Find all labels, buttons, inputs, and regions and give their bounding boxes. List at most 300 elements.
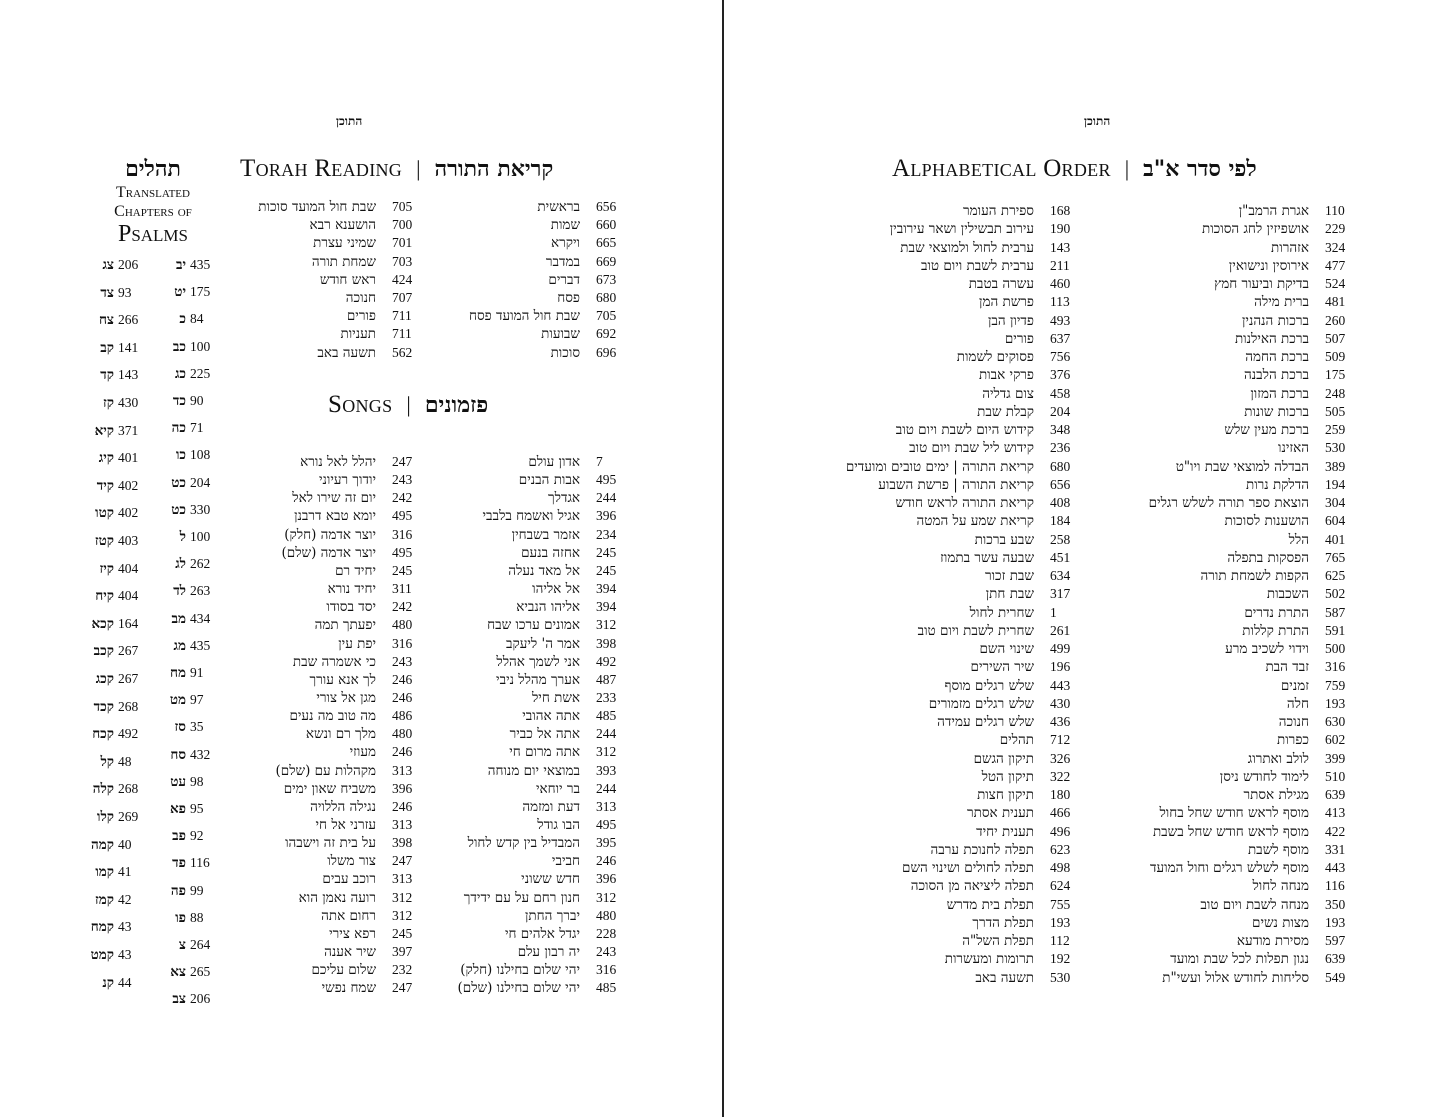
toc-entry[interactable] [1114, 640, 1359, 658]
toc-entry[interactable] [220, 580, 426, 598]
toc-entry[interactable] [220, 453, 426, 471]
toc-entry[interactable] [430, 216, 630, 234]
toc-entry[interactable] [784, 804, 1084, 822]
toc-entry[interactable] [1114, 275, 1359, 293]
psalm-entry[interactable] [152, 365, 218, 383]
toc-entry[interactable] [430, 507, 630, 525]
psalm-entry[interactable] [80, 974, 146, 992]
toc-entry-page: 396 [596, 871, 617, 887]
toc-entry-page: 259 [1325, 422, 1346, 437]
toc-entry[interactable] [1114, 312, 1359, 330]
psalm-entry[interactable] [152, 419, 218, 437]
toc-entry[interactable] [220, 253, 426, 271]
toc-entry[interactable] [1114, 385, 1359, 403]
psalm-entry[interactable] [80, 449, 146, 467]
toc-entry[interactable] [430, 234, 630, 252]
psalm-entry[interactable] [80, 394, 146, 412]
toc-entry[interactable] [220, 216, 426, 234]
toc-entry[interactable] [220, 725, 426, 743]
toc-entry-page: 1 [1050, 604, 1057, 620]
psalm-page: 404 [118, 560, 139, 576]
psalm-entry[interactable] [80, 725, 146, 743]
toc-entry[interactable] [1114, 293, 1359, 311]
psalm-entry[interactable] [152, 501, 218, 519]
psalm-entry[interactable] [152, 664, 218, 682]
toc-entry[interactable] [784, 421, 1084, 439]
toc-entry[interactable] [784, 366, 1084, 384]
psalm-entry[interactable] [152, 854, 218, 872]
toc-entry[interactable] [220, 616, 426, 634]
toc-entry[interactable] [430, 580, 630, 598]
toc-entry[interactable] [430, 907, 630, 925]
psalm-entry[interactable] [80, 698, 146, 716]
toc-entry[interactable] [430, 271, 630, 289]
toc-entry[interactable] [784, 567, 1084, 585]
toc-entry[interactable] [784, 220, 1084, 238]
toc-entry[interactable] [784, 257, 1084, 275]
psalm-chapter: כט [171, 474, 186, 491]
psalm-entry[interactable] [152, 256, 218, 274]
toc-entry[interactable] [784, 622, 1084, 640]
toc-entry-title: פרקי אבות [978, 367, 1034, 384]
torah-reading-separator: | [416, 156, 421, 181]
toc-entry-page: 258 [1050, 531, 1071, 547]
psalm-entry[interactable] [80, 836, 146, 854]
psalm-entry[interactable] [152, 909, 218, 927]
toc-entry[interactable] [220, 344, 426, 362]
psalm-entry[interactable] [152, 963, 218, 981]
toc-entry[interactable] [1114, 348, 1359, 366]
toc-entry-title: תהלים [999, 732, 1034, 749]
toc-entry-title: יסד בסודו [326, 599, 376, 616]
toc-entry-page: 485 [596, 980, 617, 996]
toc-entry[interactable] [220, 489, 426, 507]
toc-entry[interactable] [430, 616, 630, 634]
toc-entry[interactable] [784, 731, 1084, 749]
psalm-page: 266 [118, 312, 139, 328]
psalm-entry[interactable] [80, 477, 146, 495]
psalm-entry[interactable] [80, 311, 146, 329]
toc-entry[interactable] [784, 969, 1084, 987]
toc-entry[interactable] [430, 489, 630, 507]
toc-entry[interactable] [784, 768, 1084, 786]
toc-entry[interactable] [1114, 896, 1359, 914]
toc-entry[interactable] [220, 689, 426, 707]
toc-entry[interactable] [784, 640, 1084, 658]
toc-entry-page: 246 [392, 689, 413, 705]
toc-entry[interactable] [1114, 366, 1359, 384]
toc-entry-title: שלום עליכם [311, 962, 376, 979]
toc-entry[interactable] [1114, 768, 1359, 786]
toc-entry[interactable] [1114, 494, 1359, 512]
toc-entry[interactable] [1114, 604, 1359, 622]
psalm-entry[interactable] [152, 691, 218, 709]
toc-entry[interactable] [430, 289, 630, 307]
toc-entry-page: 656 [596, 199, 617, 214]
psalm-entry[interactable] [152, 827, 218, 845]
toc-entry[interactable] [1114, 750, 1359, 768]
toc-entry[interactable] [784, 750, 1084, 768]
toc-entry[interactable] [220, 653, 426, 671]
toc-entry[interactable] [1114, 330, 1359, 348]
toc-entry[interactable] [220, 507, 426, 525]
psalm-entry[interactable] [152, 528, 218, 546]
toc-entry[interactable] [220, 471, 426, 489]
psalm-entry[interactable] [152, 773, 218, 791]
toc-entry-title: הושענא רבא [309, 217, 376, 234]
running-head-left: התוכן [336, 114, 363, 128]
toc-entry[interactable] [220, 780, 426, 798]
toc-entry[interactable] [430, 635, 630, 653]
toc-entry[interactable] [220, 762, 426, 780]
toc-entry-title: יהי שלום בחילנו (שלם) [457, 980, 580, 997]
toc-entry-title: שבת חול המועד סוכות [258, 199, 376, 215]
toc-entry-page: 623 [1050, 841, 1071, 857]
toc-entry-page: 247 [392, 454, 413, 469]
toc-entry[interactable] [220, 198, 426, 216]
toc-entry-page: 705 [392, 199, 413, 214]
toc-entry[interactable] [430, 798, 630, 816]
psalm-entry[interactable] [80, 946, 146, 964]
toc-entry[interactable] [220, 635, 426, 653]
toc-entry[interactable] [430, 852, 630, 870]
toc-entry[interactable] [1114, 531, 1359, 549]
torah-reading-title-en: Torah Reading [240, 155, 403, 182]
toc-entry[interactable] [784, 786, 1084, 804]
psalm-entry[interactable] [152, 338, 218, 356]
toc-entry-title: תיקון חצות [977, 787, 1034, 803]
psalm-chapter: יט [174, 284, 186, 301]
toc-entry[interactable] [784, 531, 1084, 549]
toc-entry[interactable] [1114, 841, 1359, 859]
toc-entry-title: ברכת האילנות [1234, 330, 1309, 347]
toc-entry[interactable] [430, 870, 630, 888]
toc-entry[interactable] [220, 526, 426, 544]
toc-entry[interactable] [430, 780, 630, 798]
toc-entry[interactable] [1114, 713, 1359, 731]
toc-entry-title: המבדיל בין קדש לחול [467, 835, 580, 852]
toc-entry-title: יחיד רם [335, 562, 376, 579]
toc-entry-title: הדלקת נרות [1245, 476, 1309, 493]
toc-entry[interactable] [430, 653, 630, 671]
toc-entry[interactable] [220, 834, 426, 852]
toc-entry[interactable] [430, 961, 630, 979]
toc-entry-page: 496 [1050, 823, 1071, 839]
psalm-chapter: פד [172, 855, 186, 872]
psalm-page: 84 [190, 311, 204, 327]
toc-entry[interactable] [1114, 932, 1359, 950]
toc-entry[interactable] [1114, 567, 1359, 585]
toc-entry[interactable] [220, 234, 426, 252]
psalm-page: 143 [118, 367, 139, 383]
toc-entry[interactable] [220, 798, 426, 816]
toc-entry[interactable] [1114, 202, 1359, 220]
toc-entry[interactable] [1114, 804, 1359, 822]
toc-entry[interactable] [784, 713, 1084, 731]
toc-entry[interactable] [784, 658, 1084, 676]
toc-entry[interactable] [1114, 877, 1359, 895]
toc-entry-title: במדבר [545, 253, 580, 270]
toc-entry-page: 399 [1325, 750, 1346, 766]
toc-entry[interactable] [784, 239, 1084, 257]
toc-entry-title: סוכות [550, 344, 580, 361]
toc-entry[interactable] [1114, 622, 1359, 640]
toc-entry-title: ברכת החמה [1245, 349, 1309, 365]
toc-entry[interactable] [784, 385, 1084, 403]
toc-entry[interactable] [430, 544, 630, 562]
toc-entry[interactable] [220, 325, 426, 343]
toc-entry[interactable] [784, 932, 1084, 950]
psalm-entry[interactable] [152, 474, 218, 492]
psalm-entry[interactable] [80, 256, 146, 274]
toc-entry[interactable] [430, 307, 630, 325]
psalm-entry[interactable] [80, 918, 146, 936]
psalm-chapter: צח [98, 312, 114, 329]
toc-entry[interactable] [220, 289, 426, 307]
toc-entry[interactable] [1114, 950, 1359, 968]
toc-entry[interactable] [220, 544, 426, 562]
toc-entry[interactable] [220, 889, 426, 907]
psalm-entry[interactable] [152, 990, 218, 1008]
toc-entry[interactable] [220, 907, 426, 925]
toc-entry[interactable] [1114, 257, 1359, 275]
toc-entry-page: 495 [392, 544, 413, 560]
toc-entry[interactable] [784, 823, 1084, 841]
toc-entry-page: 656 [1050, 476, 1071, 492]
toc-entry[interactable] [430, 344, 630, 362]
toc-entry-title: תפלה ליציאה מן הסוכה [910, 878, 1034, 895]
psalm-chapter: פא [169, 801, 186, 817]
psalm-chapter: מח [170, 665, 186, 681]
toc-entry[interactable] [1114, 439, 1359, 457]
toc-entry-title: דברים [548, 271, 580, 288]
toc-entry[interactable] [220, 307, 426, 325]
psalm-entry[interactable] [80, 284, 146, 302]
toc-entry[interactable] [1114, 512, 1359, 530]
toc-entry[interactable] [430, 562, 630, 580]
toc-entry[interactable] [220, 271, 426, 289]
toc-entry-title: מוסף לראש חודש שחל בשבת [1152, 823, 1309, 840]
psalm-entry[interactable] [152, 555, 218, 573]
psalm-entry[interactable] [80, 504, 146, 522]
toc-entry[interactable] [784, 914, 1084, 932]
toc-entry[interactable] [784, 312, 1084, 330]
toc-entry[interactable] [784, 549, 1084, 567]
toc-entry[interactable] [1114, 859, 1359, 877]
psalm-entry[interactable] [80, 615, 146, 633]
toc-entry[interactable] [430, 671, 630, 689]
toc-entry[interactable] [1114, 549, 1359, 567]
toc-entry[interactable] [430, 471, 630, 489]
psalm-chapter: קמז [95, 891, 114, 908]
toc-entry-title: כי אשמרה שבת [292, 653, 376, 670]
alphabetical-title-he: לפי סדר א"ב [1143, 156, 1257, 182]
toc-entry[interactable] [784, 275, 1084, 293]
psalm-entry[interactable] [80, 808, 146, 826]
toc-entry[interactable] [430, 325, 630, 343]
psalm-entry[interactable] [80, 587, 146, 605]
toc-entry-title: פורים [346, 308, 376, 325]
psalm-entry[interactable] [80, 366, 146, 384]
toc-entry-title: חנוכה [345, 290, 376, 306]
toc-entry[interactable] [784, 896, 1084, 914]
toc-entry[interactable] [430, 762, 630, 780]
psalm-entry[interactable] [80, 670, 146, 688]
toc-entry[interactable] [784, 330, 1084, 348]
toc-entry[interactable] [1114, 239, 1359, 257]
toc-entry[interactable] [220, 925, 426, 943]
psalm-entry[interactable] [80, 339, 146, 357]
toc-entry-title: חדש ששוני [521, 871, 580, 888]
psalm-chapter: סח [170, 746, 186, 763]
psalm-entry[interactable] [80, 863, 146, 881]
toc-entry[interactable] [220, 943, 426, 961]
toc-entry-title: אירוסין ונישואין [1228, 257, 1309, 274]
toc-entry[interactable] [784, 348, 1084, 366]
toc-entry[interactable] [784, 403, 1084, 421]
toc-entry[interactable] [784, 677, 1084, 695]
toc-entry-title: אתה אל כביר [509, 726, 580, 743]
psalm-page: 97 [190, 692, 204, 708]
toc-entry[interactable] [1114, 731, 1359, 749]
toc-entry-page: 242 [392, 599, 413, 615]
psalm-entry[interactable] [152, 610, 218, 628]
toc-entry-title: מוסף לשבת [1247, 841, 1309, 858]
toc-entry[interactable] [784, 695, 1084, 713]
toc-entry-page: 759 [1325, 677, 1346, 693]
toc-entry[interactable] [1114, 585, 1359, 603]
toc-entry[interactable] [220, 671, 426, 689]
psalm-entry[interactable] [152, 882, 218, 900]
toc-entry[interactable] [1114, 786, 1359, 804]
psalm-page: 269 [118, 809, 139, 824]
toc-entry[interactable] [430, 253, 630, 271]
toc-entry-title: ספירת העומר [963, 203, 1034, 219]
psalm-chapter: קז [103, 395, 114, 411]
toc-entry-page: 389 [1325, 458, 1346, 474]
psalm-entry[interactable] [80, 891, 146, 909]
toc-entry-page: 398 [392, 835, 413, 851]
toc-entry[interactable] [220, 816, 426, 834]
toc-entry[interactable] [1114, 969, 1359, 987]
toc-entry[interactable] [430, 743, 630, 761]
toc-entry[interactable] [430, 725, 630, 743]
psalm-entry[interactable] [80, 780, 146, 798]
toc-entry[interactable] [784, 604, 1084, 622]
toc-entry[interactable] [430, 198, 630, 216]
toc-entry-page: 602 [1325, 732, 1346, 748]
psalm-entry[interactable] [152, 310, 218, 328]
toc-entry[interactable] [784, 458, 1084, 476]
toc-entry[interactable] [430, 889, 630, 907]
toc-entry[interactable] [1114, 476, 1359, 494]
toc-entry[interactable] [1114, 823, 1359, 841]
toc-entry-title: יום זה שירו לאל [292, 490, 376, 507]
toc-entry[interactable] [430, 816, 630, 834]
psalm-entry[interactable] [152, 746, 218, 764]
psalm-entry[interactable] [80, 532, 146, 550]
toc-entry[interactable] [220, 870, 426, 888]
psalm-entry[interactable] [80, 642, 146, 660]
psalm-entry[interactable] [152, 283, 218, 301]
toc-entry[interactable] [1114, 421, 1359, 439]
psalm-chapter: קיח [95, 588, 114, 605]
toc-entry[interactable] [220, 598, 426, 616]
toc-entry[interactable] [784, 293, 1084, 311]
toc-entry-page: 317 [1050, 586, 1071, 602]
toc-entry-title: עזרני אל חי [315, 817, 376, 833]
toc-entry[interactable] [220, 562, 426, 580]
psalm-entry[interactable] [152, 936, 218, 954]
psalm-entry[interactable] [80, 560, 146, 578]
psalm-entry[interactable] [152, 582, 218, 600]
toc-entry-page: 480 [596, 907, 617, 923]
toc-entry[interactable] [430, 526, 630, 544]
toc-entry-title: ברכת הלבנה [1243, 367, 1309, 384]
toc-entry[interactable] [220, 852, 426, 870]
toc-entry[interactable] [784, 512, 1084, 530]
toc-entry-page: 502 [1325, 586, 1346, 602]
toc-entry-title: תענית אסתר [967, 805, 1034, 822]
psalm-entry[interactable] [152, 718, 218, 736]
toc-entry[interactable] [430, 689, 630, 707]
toc-entry[interactable] [1114, 695, 1359, 713]
toc-entry[interactable] [1114, 458, 1359, 476]
toc-entry[interactable] [784, 877, 1084, 895]
toc-entry-page: 639 [1325, 951, 1346, 967]
toc-entry[interactable] [430, 943, 630, 961]
toc-entry[interactable] [430, 598, 630, 616]
toc-entry[interactable] [784, 494, 1084, 512]
toc-entry-page: 311 [392, 581, 412, 597]
psalm-entry[interactable] [152, 392, 218, 410]
toc-entry[interactable] [1114, 677, 1359, 695]
toc-entry[interactable] [430, 707, 630, 725]
toc-entry[interactable] [1114, 403, 1359, 421]
toc-entry[interactable] [220, 743, 426, 761]
psalm-entry[interactable] [80, 422, 146, 440]
toc-entry[interactable] [430, 925, 630, 943]
toc-entry[interactable] [784, 476, 1084, 494]
toc-entry[interactable] [220, 961, 426, 979]
toc-entry[interactable] [1114, 658, 1359, 676]
toc-entry-title: שבועות [541, 326, 580, 343]
psalm-entry[interactable] [152, 637, 218, 655]
toc-entry[interactable] [1114, 220, 1359, 238]
psalm-entry[interactable] [152, 446, 218, 464]
psalm-entry[interactable] [80, 753, 146, 771]
toc-entry[interactable] [784, 950, 1084, 968]
toc-entry-page: 196 [1050, 659, 1071, 675]
toc-entry-page: 245 [392, 562, 413, 578]
toc-entry-page: 243 [392, 472, 413, 488]
psalm-chapter: מב [171, 610, 186, 627]
psalm-chapter: קיד [96, 477, 114, 494]
toc-entry[interactable] [430, 453, 630, 471]
toc-entry[interactable] [220, 707, 426, 725]
toc-entry[interactable] [430, 834, 630, 852]
toc-entry[interactable] [784, 859, 1084, 877]
toc-entry[interactable] [430, 979, 630, 997]
toc-entry[interactable] [784, 841, 1084, 859]
toc-entry[interactable] [784, 585, 1084, 603]
toc-entry[interactable] [220, 979, 426, 997]
toc-entry-title: אבות הבנים [518, 472, 580, 489]
toc-entry[interactable] [1114, 914, 1359, 932]
toc-entry[interactable] [784, 202, 1084, 220]
toc-entry[interactable] [784, 439, 1084, 457]
psalm-entry[interactable] [152, 800, 218, 818]
